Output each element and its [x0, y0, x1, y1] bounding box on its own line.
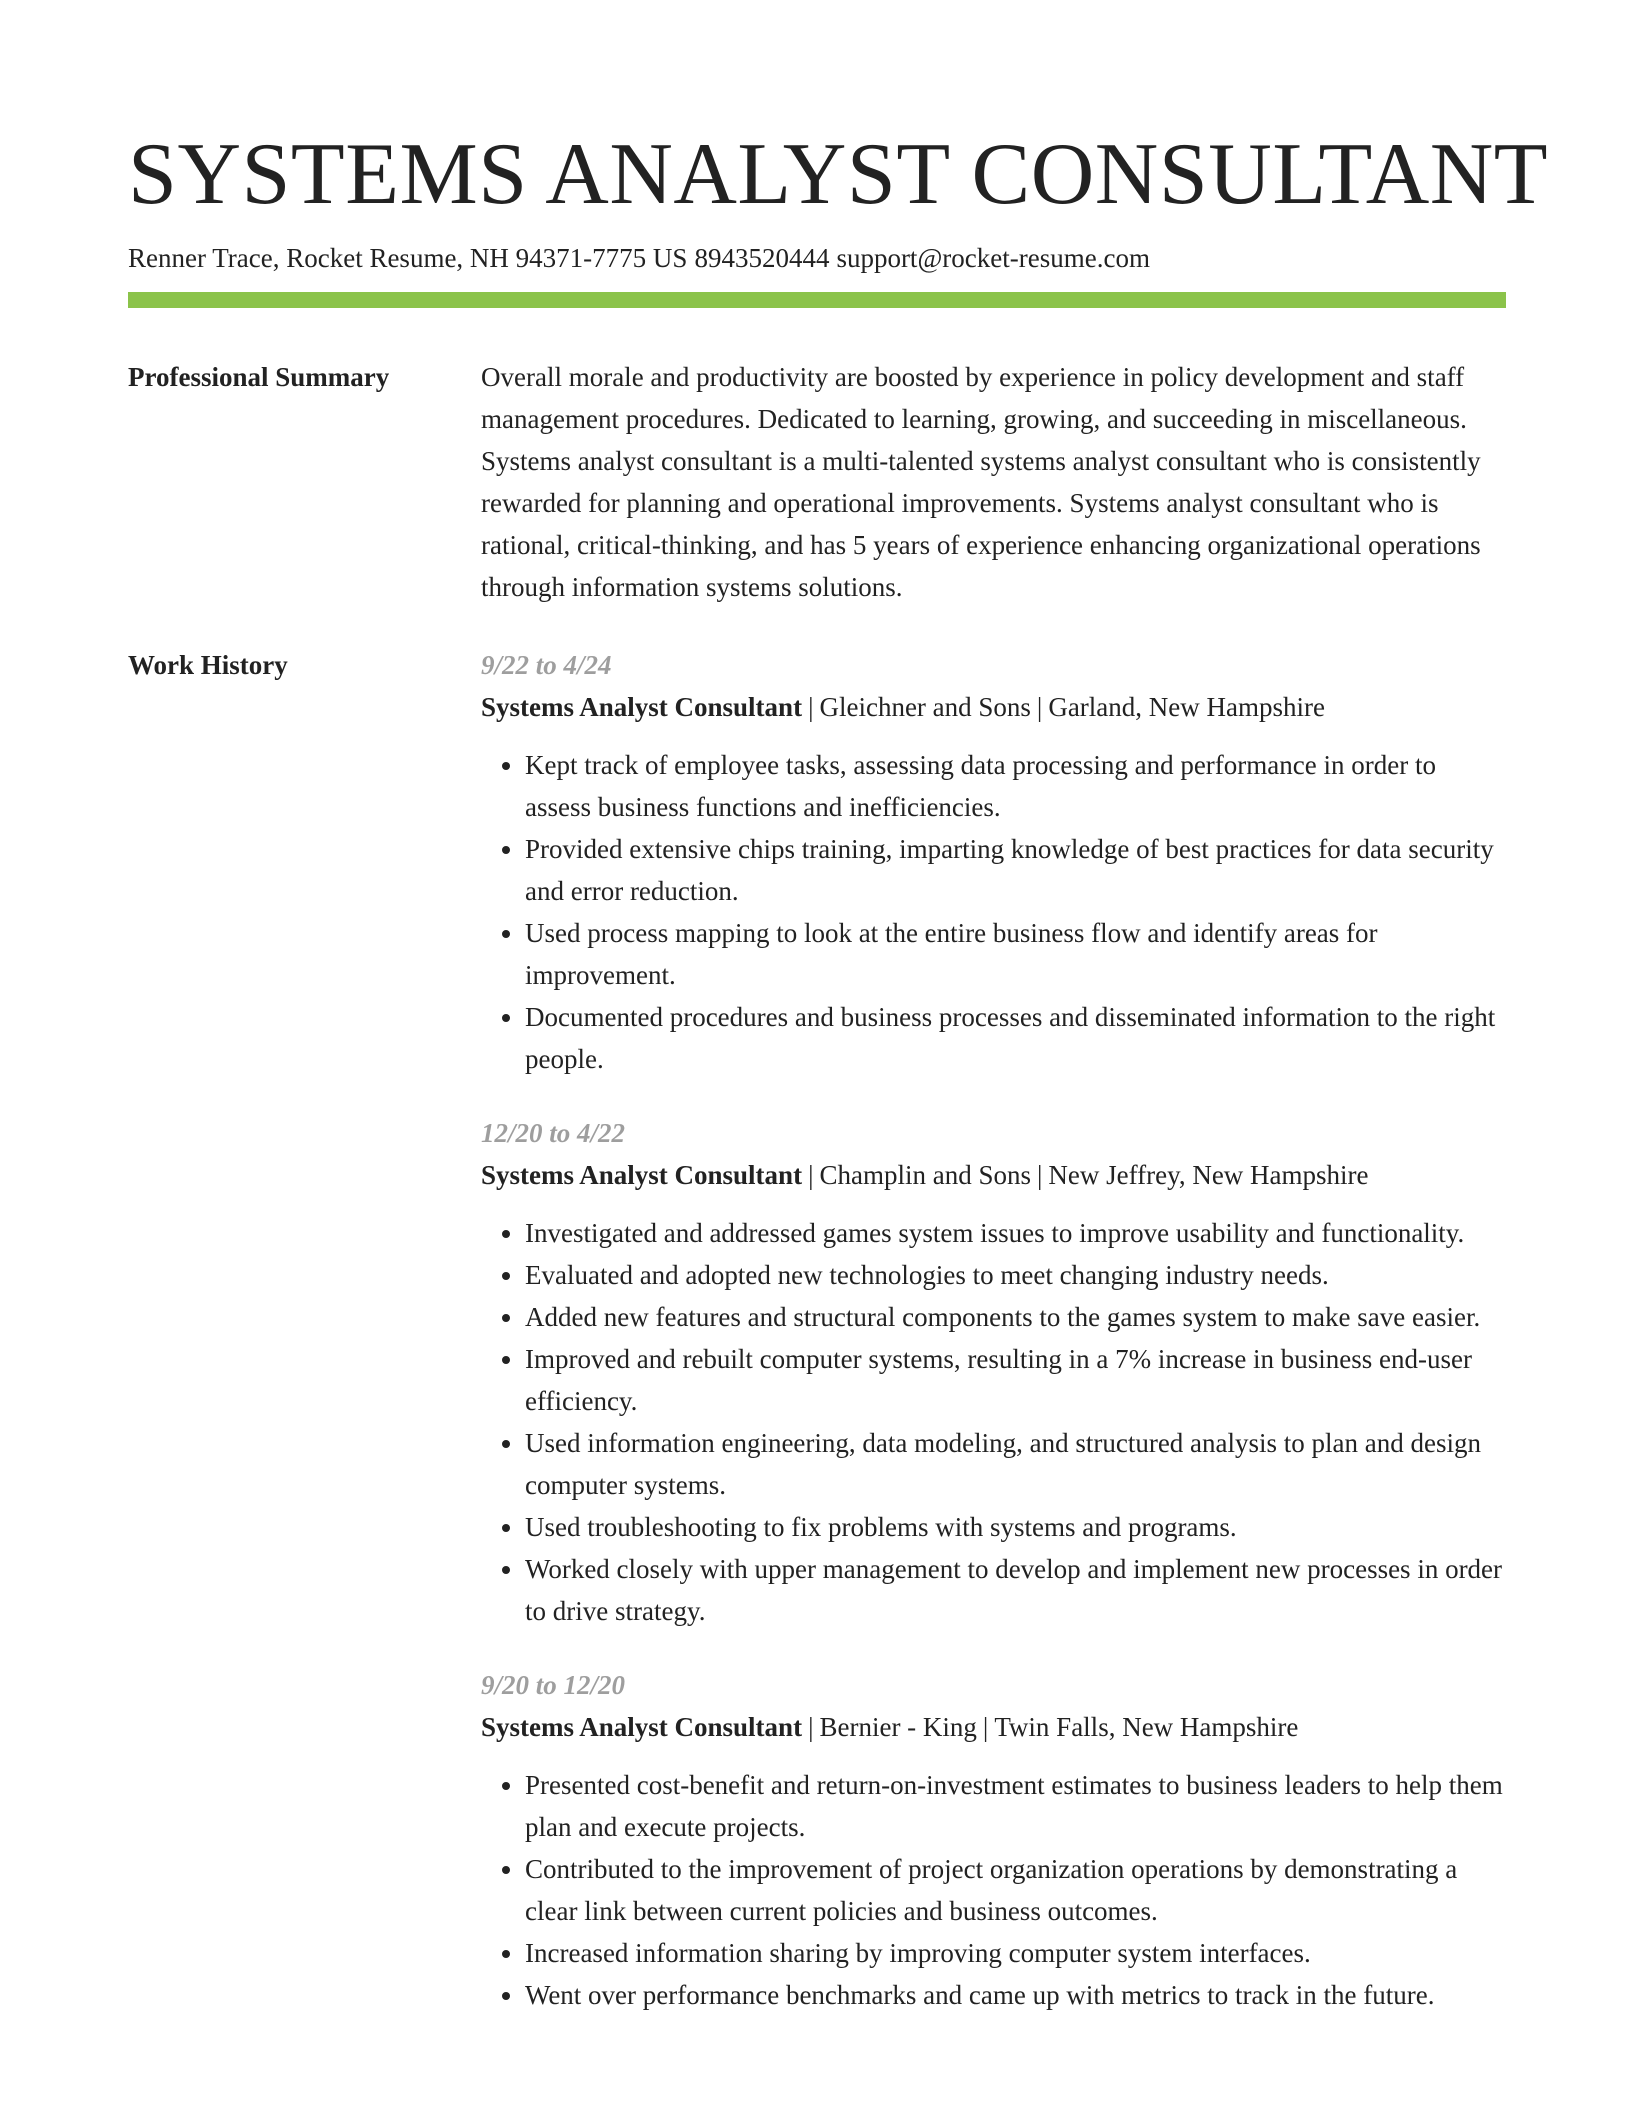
job-entry [481, 1112, 1506, 1632]
resume-page [128, 120, 1549, 2016]
job-dates: 12/20 to 4/22 [481, 1118, 626, 1148]
job-bullet: • Added new features and structural components to the games system to make save easier. [525, 1296, 1506, 1338]
job-separator: | [808, 1712, 814, 1742]
job-location: New Jeffrey, New Hampshire [1048, 1160, 1369, 1190]
job-bullet-list [481, 744, 1506, 1080]
section-label-work: Work History [128, 650, 288, 680]
job-entry [481, 644, 1506, 1080]
resume-name-heading: SYSTEMS ANALYST CONSULTANT [128, 126, 1549, 223]
job-separator: | [982, 1712, 989, 1742]
job-separator: | [808, 692, 814, 722]
job-bullet-list [481, 1212, 1506, 1632]
summary-body [481, 356, 1506, 608]
job-bullet-list [481, 1764, 1506, 2016]
job-bullet: • Increased information sharing by improving computer system interfaces. [525, 1932, 1506, 1974]
job-dates: 9/20 to 12/20 [481, 1670, 626, 1700]
work-history-body [481, 644, 1506, 2016]
job-entry [481, 1664, 1506, 2016]
job-company: Bernier - King [819, 1712, 977, 1742]
job-dates: 9/22 to 4/24 [481, 650, 612, 680]
contact-phone: 8943520444 [694, 243, 830, 273]
job-bullet: • Improved and rebuilt computer systems, resulting in a 7% increase in business end-user efficiency. [525, 1338, 1506, 1422]
job-title-line [481, 1154, 1506, 1196]
job-title: Systems Analyst Consultant [481, 1712, 803, 1742]
contact-email: support@rocket-resume.com [836, 243, 1150, 273]
job-separator: | [1036, 692, 1043, 722]
job-title: Systems Analyst Consultant [481, 692, 803, 722]
job-bullet: • Provided extensive chips training, imparting knowledge of best practices for data security and error reduction. [525, 828, 1506, 912]
job-company: Gleichner and Sons [819, 692, 1031, 722]
job-bullet: • Documented procedures and business processes and disseminated information to the right people. [525, 996, 1506, 1080]
work-history-section [128, 644, 1506, 2016]
job-company: Champlin and Sons [819, 1160, 1031, 1190]
header-divider [128, 292, 1506, 308]
contact-line [128, 240, 1506, 276]
job-bullet: • Contributed to the improvement of project organization operations by demonstrating a clear link between current policies and business outcomes. [525, 1848, 1506, 1932]
job-location: Twin Falls, New Hampshire [994, 1712, 1299, 1742]
job-bullet: • Investigated and addressed games system issues to improve usability and functionality. [525, 1212, 1506, 1254]
summary-text: Overall morale and productivity are boosted by experience in policy development and staff management procedures. Dedicated to learning, growing, and succeeding in miscellaneous. Systems analyst consultant is a multi-talented systems analyst consultant who is consistently rewarded for planning and operational improvements. Systems analyst consultant who is rational, critical-thinking, and has 5 years of experience enhancing organizational operations through information systems solutions. [481, 362, 1481, 602]
job-title: Systems Analyst Consultant [481, 1160, 803, 1190]
job-separator: | [1036, 1160, 1043, 1190]
section-label-summary: Professional Summary [128, 362, 390, 392]
job-bullet: • Went over performance benchmarks and came up with metrics to track in the future. [525, 1974, 1506, 2016]
job-title-line [481, 1706, 1506, 1748]
contact-address: Renner Trace, Rocket Resume, NH 94371-7775 US [128, 243, 688, 273]
job-bullet: • Used process mapping to look at the entire business flow and identify areas for improvement. [525, 912, 1506, 996]
job-bullet: • Kept track of employee tasks, assessing data processing and performance in order to assess business functions and inefficiencies. [525, 744, 1506, 828]
job-bullet: • Used information engineering, data modeling, and structured analysis to plan and design computer systems. [525, 1422, 1506, 1506]
job-location: Garland, New Hampshire [1048, 692, 1325, 722]
job-bullet: • Evaluated and adopted new technologies to meet changing industry needs. [525, 1254, 1506, 1296]
job-title-line [481, 686, 1506, 728]
job-bullet: • Worked closely with upper management to develop and implement new processes in order to drive strategy. [525, 1548, 1506, 1632]
job-bullet: • Used troubleshooting to fix problems with systems and programs. [525, 1506, 1506, 1548]
job-separator: | [808, 1160, 814, 1190]
job-bullet: • Presented cost-benefit and return-on-investment estimates to business leaders to help them plan and execute projects. [525, 1764, 1506, 1848]
professional-summary-section [128, 356, 1506, 608]
